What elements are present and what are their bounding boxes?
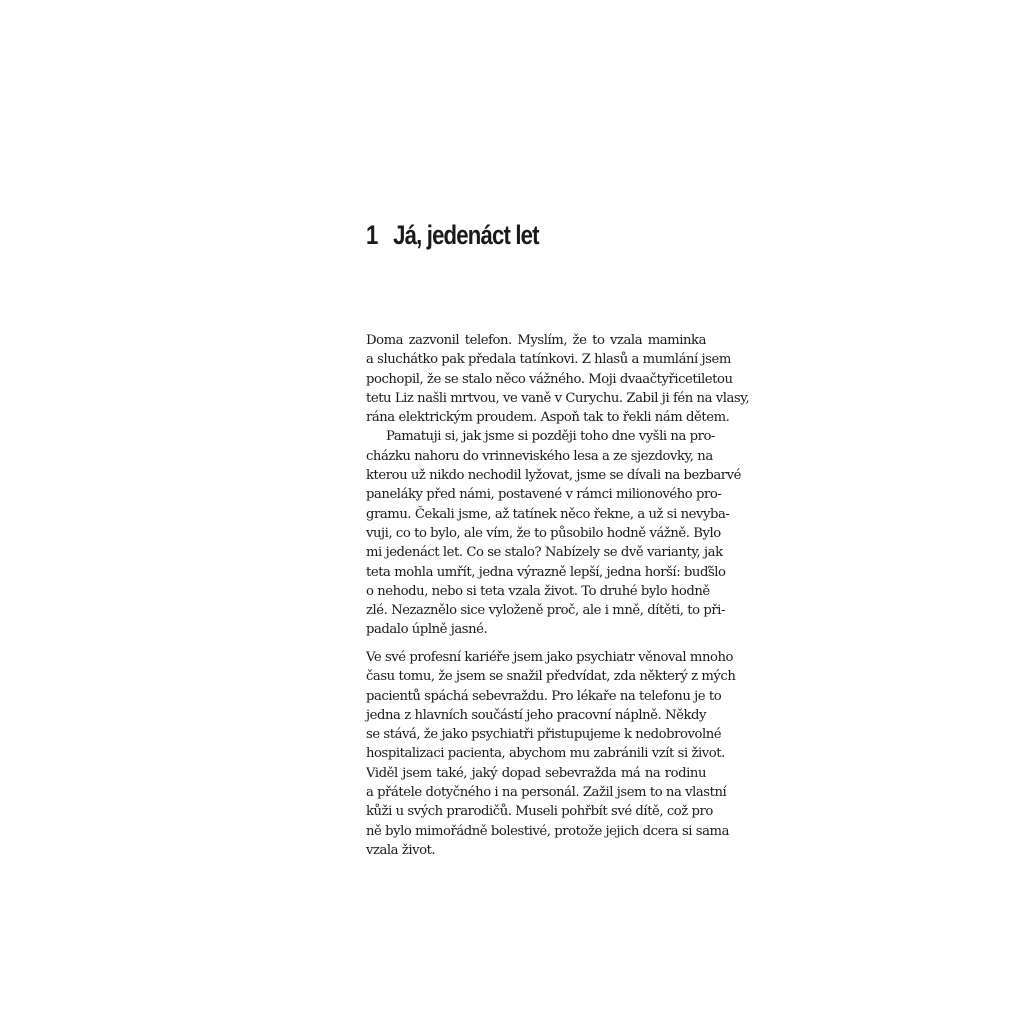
chapter-number: 1	[366, 220, 378, 250]
paragraph-line: vzala život.	[366, 842, 436, 858]
paragraph-line: paneláky před námi, postavené v rámci milionového pro-	[366, 487, 722, 503]
paragraph-line: padalo úplně jasné.	[366, 622, 488, 638]
paragraph-line: jedna z hlavních součástí jeho pracovní náplně. Někdy	[366, 707, 706, 723]
paragraph-line: pochopil, že se stalo něco vážného. Moji dvaačtyřicetiletou	[366, 371, 733, 387]
paragraph-line: tetu Liz našli mrtvou, ve vaně v Curychu. Zabil ji fén na vlasy,	[366, 390, 750, 406]
paragraph-line: času tomu, že jsem se snažil předvídat, zda některý z mých	[366, 669, 736, 685]
paragraph-line: a sluchátko pak předala tatínkovi. Z hlasů a mumlání jsem	[366, 352, 731, 368]
section-1	[366, 331, 750, 640]
paragraph-line: Pamatuji si, jak jsme si později toho dne vyšli na pro-	[386, 429, 715, 445]
paragraph-line: Viděl jsem také, jaký dopad sebevražda má na rodinu	[366, 765, 706, 781]
paragraph-line: cházku nahoru do vrinneviského lesa a ze sjezdovky, na	[366, 448, 713, 464]
paragraph-line: Doma zazvonil telefon. Myslím, že to vzala maminka	[366, 333, 706, 348]
paragraph-line: a přátele dotyčného i na personál. Zažil jsem to na vlastní	[366, 785, 727, 801]
paragraph-line: gramu. Čekali jsme, až tatínek něco řekne, a už si nevyba-	[366, 506, 730, 522]
paragraph-line: o nehodu, nebo si teta vzala život. To druhé bylo hodně	[366, 583, 710, 599]
paragraph-line: teta mohla umřít, jedna výrazně lepší, jedna horší: buďšlo	[366, 564, 726, 580]
paragraph-line: kterou už nikdo nechodil lyžovat, jsme se dívali na bezbarvé	[366, 468, 741, 484]
paragraph-line: vuji, co to bylo, ale vím, že to působilo hodně vážně. Bylo	[366, 525, 721, 541]
chapter-heading	[366, 218, 539, 252]
chapter-title: Já, jedenáct let	[393, 220, 539, 250]
paragraph-line: hospitalizaci pacienta, abychom mu zabránili vzít si život.	[366, 746, 725, 762]
section-2	[366, 648, 736, 860]
paragraph-line: mi jedenáct let. Co se stalo? Nabízely se dvě varianty, jak	[366, 545, 723, 561]
paragraph-line: se stává, že jako psychiatři přistupujeme k nedobrovolné	[366, 727, 722, 743]
paragraph-line: pacientů spáchá sebevraždu. Pro lékaře na telefonu je to	[366, 688, 722, 704]
paragraph-line: zlé. Nezaznělo sice vyloženě proč, ale i mně, dítěti, to při-	[366, 603, 725, 619]
paragraph-line: kůži u svých prarodičů. Museli pohřbít své dítě, což pro	[366, 804, 713, 820]
paragraph-line: Ve své profesní kariéře jsem jako psychiatr věnoval mnoho	[366, 650, 734, 665]
paragraph-line: ně bylo mimořádně bolestivé, protože jejich dcera si sama	[366, 823, 729, 839]
paragraph-line: rána elektrickým proudem. Aspoň tak to řekli nám dětem.	[366, 410, 730, 426]
